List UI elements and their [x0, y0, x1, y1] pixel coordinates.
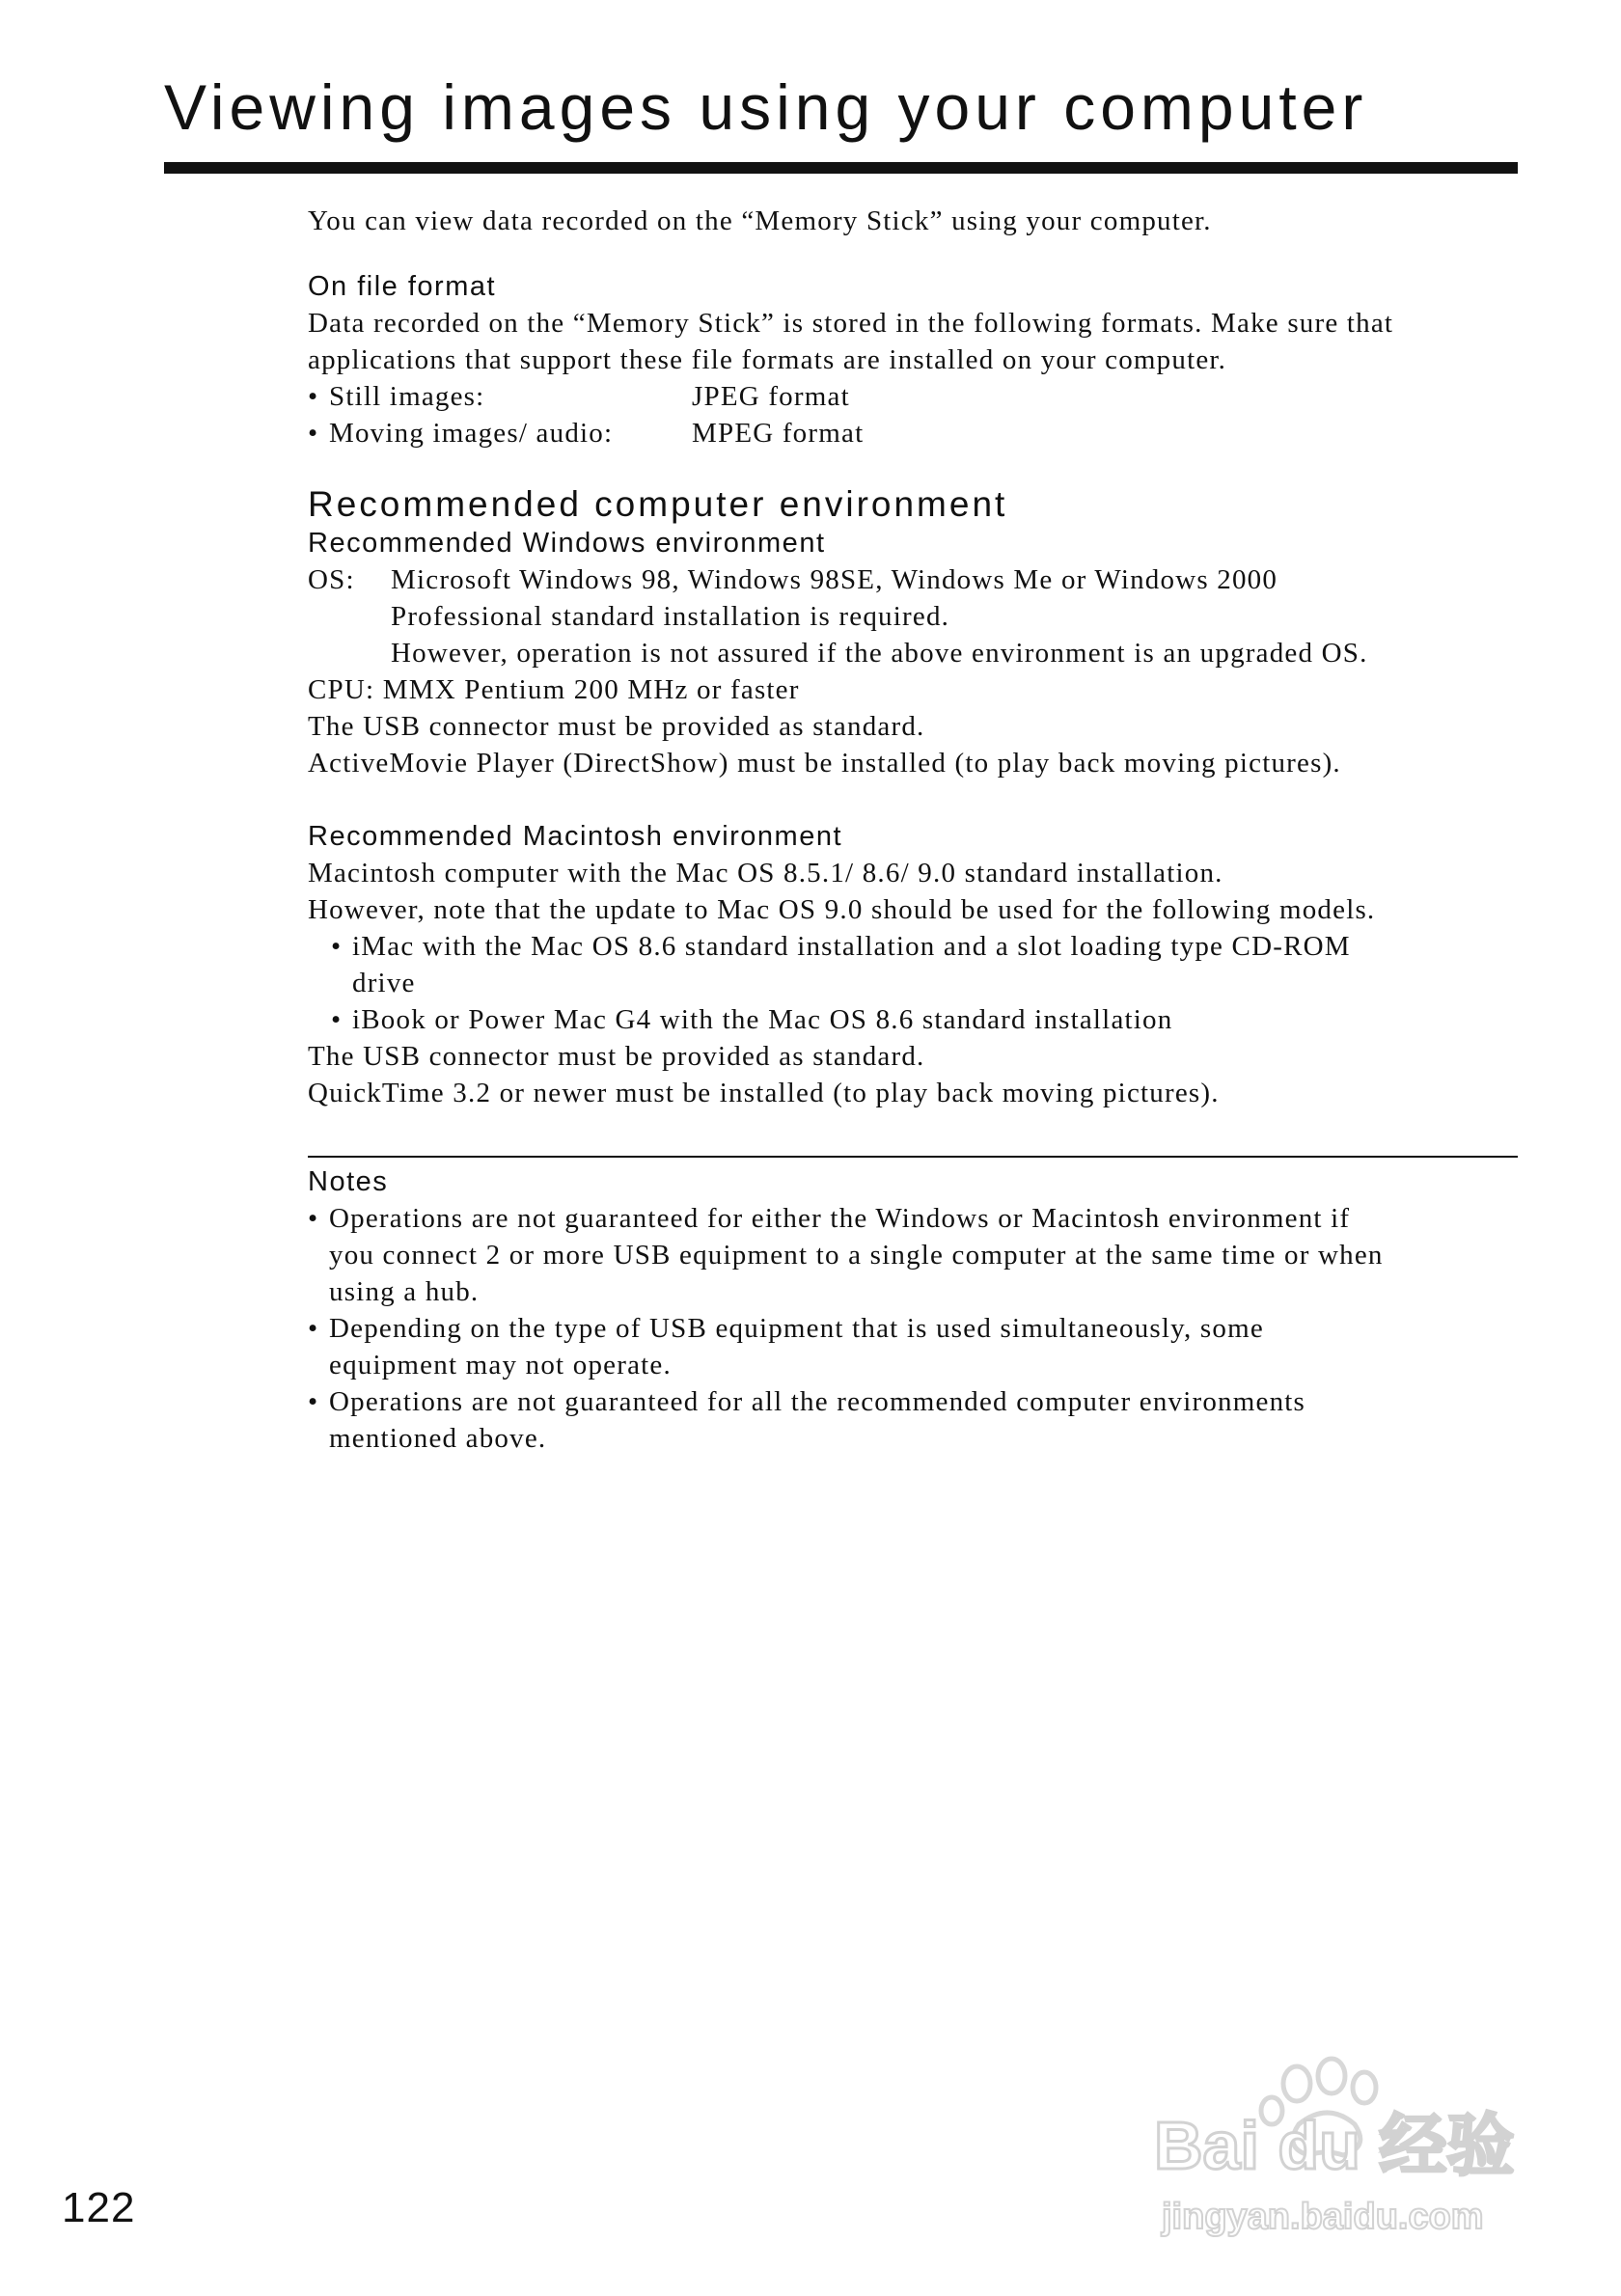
os-label: OS: [308, 564, 355, 595]
mac-model-line: iMac with the Mac OS 8.6 standard installation and a slot loading type CD-ROM [352, 931, 1351, 962]
note-line: using a hub. [329, 1276, 480, 1307]
bullet: • [331, 1004, 343, 1035]
recommended-heading: Recommended computer environment [308, 484, 1008, 524]
bullet: • [308, 418, 319, 449]
intro-text: You can view data recorded on the “Memory Stick” using your computer. [308, 205, 1212, 236]
note-line: Operations are not guaranteed for all the recommended computer environments [329, 1386, 1306, 1417]
file-format-heading: On file format [308, 271, 497, 302]
title-rule [164, 162, 1518, 174]
file-format-text-line: Data recorded on the “Memory Stick” is stored in the following formats. Make sure that [308, 308, 1394, 339]
note-item [308, 1310, 1518, 1383]
cpu-requirement: CPU: MMX Pentium 200 MHz or faster [308, 674, 800, 705]
format-item-label: Moving images/ audio: [329, 418, 614, 449]
mac-model-line: drive [352, 968, 416, 998]
bullet: • [331, 931, 343, 962]
note-line: Depending on the type of USB equipment that is used simultaneously, some [329, 1313, 1264, 1344]
watermark-brand: Bai du 经验 [1154, 2108, 1515, 2183]
note-item [308, 1383, 1518, 1457]
page-title: Viewing images using your computer [164, 71, 1368, 143]
mac-usb-requirement: The USB connector must be provided as standard. [308, 1041, 925, 1072]
format-item-value: JPEG format [692, 381, 850, 412]
activemovie-requirement: ActiveMovie Player (DirectShow) must be installed (to play back moving pictures). [308, 748, 1341, 779]
bullet: • [308, 1203, 319, 1234]
notes-heading: Notes [308, 1166, 389, 1197]
note-item [308, 1200, 1518, 1310]
os-line: Microsoft Windows 98, Windows 98SE, Windows Me or Windows 2000 [391, 564, 1278, 595]
note-line: Operations are not guaranteed for either the Windows or Macintosh environment if [329, 1203, 1351, 1234]
watermark-url: jingyan.baidu.com [1162, 2197, 1484, 2237]
note-line: equipment may not operate. [329, 1350, 672, 1380]
usb-requirement: The USB connector must be provided as standard. [308, 711, 925, 742]
note-line: mentioned above. [329, 1423, 547, 1454]
baidu-watermark [1154, 2055, 1540, 2248]
format-item [308, 378, 1518, 415]
bullet: • [308, 1386, 319, 1417]
mac-model-item [308, 1001, 1518, 1038]
file-format-text-line: applications that support these file formats are installed on your computer. [308, 344, 1227, 375]
mac-model-item [308, 928, 1518, 1001]
mac-heading: Recommended Macintosh environment [308, 821, 843, 852]
note-line: you connect 2 or more USB equipment to a single computer at the same time or when [329, 1240, 1384, 1271]
format-item-value: MPEG format [692, 418, 865, 449]
mac-line: Macintosh computer with the Mac OS 8.5.1/ 8.6/ 9.0 standard installation. [308, 858, 1223, 888]
format-item [308, 415, 1518, 451]
page-number: 122 [62, 2184, 136, 2231]
os-requirement [308, 561, 1518, 671]
bullet: • [308, 381, 319, 412]
mac-model-line: iBook or Power Mac G4 with the Mac OS 8.6 standard installation [352, 1004, 1173, 1035]
os-line: However, operation is not assured if the above environment is an upgraded OS. [391, 638, 1368, 669]
format-item-label: Still images: [329, 381, 485, 412]
mac-line: However, note that the update to Mac OS 9.0 should be used for the following models. [308, 894, 1376, 925]
page-content [308, 203, 1518, 1457]
notes-rule [308, 1156, 1518, 1158]
quicktime-requirement: QuickTime 3.2 or newer must be installed (to play back moving pictures). [308, 1078, 1220, 1108]
os-line: Professional standard installation is required. [391, 601, 950, 632]
windows-heading: Recommended Windows environment [308, 528, 826, 559]
bullet: • [308, 1313, 319, 1344]
